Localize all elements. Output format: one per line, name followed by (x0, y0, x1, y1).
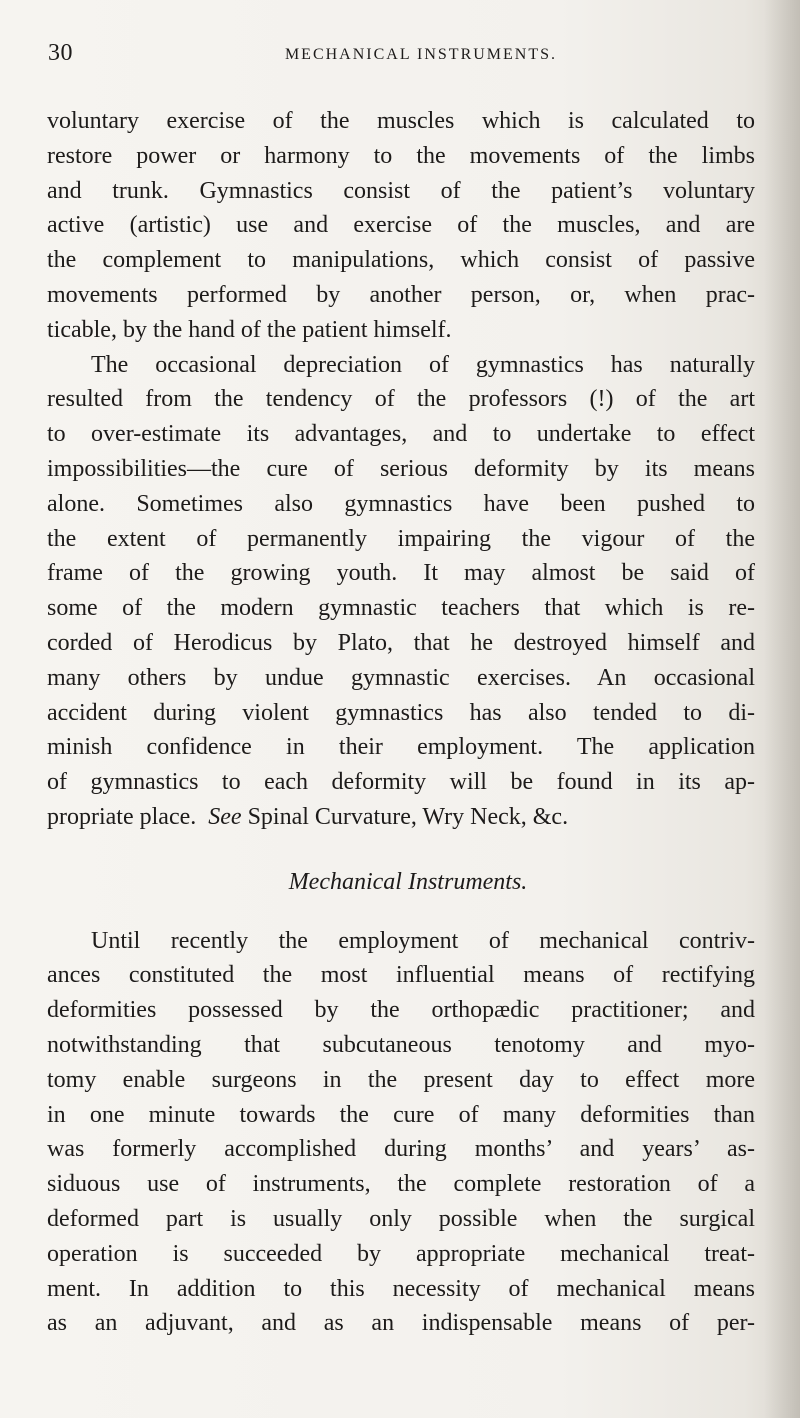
text-line: notwithstanding that subcutaneous tenotomy and myo- (47, 1031, 755, 1058)
text-line: voluntary exercise of the muscles which is calculated to (47, 108, 755, 134)
text-line: corded of Herodicus by Plato, that he destroyed himself and (47, 629, 755, 656)
text-line: resulted from the tendency of the professors (!) of the art (47, 386, 755, 413)
text-line: was formerly accomplished during months’ and years’ as- (47, 1136, 755, 1163)
page-header (48, 40, 754, 76)
text-line: the extent of permanently impairing the vigour of the (47, 525, 755, 552)
body-text (47, 104, 755, 1341)
text-line: some of the modern gymnastic teachers that which is re- (47, 595, 755, 622)
text-line: ances constituted the most influential means of rectifying (47, 962, 755, 989)
text-line: operation is succeeded by appropriate mechanical treat- (47, 1240, 755, 1267)
text-line: restore power or harmony to the movements of the limbs (47, 142, 755, 169)
text-line: in one minute towards the cure of many deformities than (47, 1101, 755, 1128)
see-reference: See (208, 803, 242, 830)
text-fragment: propriate place. (47, 803, 197, 830)
text-line: accident during violent gymnastics has also tended to di- (47, 699, 755, 726)
paragraph-mechanical-instruments (47, 924, 755, 1342)
text-line: The occasional depreciation of gymnastics has naturally (91, 351, 755, 378)
text-line: ticable, by the hand of the patient himself. (47, 316, 452, 343)
text-line: minish confidence in their employment. The application (47, 734, 755, 761)
text-line: alone. Sometimes also gymnastics have been pushed to (47, 490, 755, 517)
text-line: impossibilities—the cure of serious deformity by its means (47, 455, 755, 482)
text-line: many others by undue gymnastic exercises. An occasional (47, 664, 755, 691)
text-line: ment. In addition to this necessity of mechanical means (47, 1275, 755, 1302)
text-line: and trunk. Gymnastics consist of the patient’s voluntary (47, 177, 755, 204)
text-fragment: Spinal Curvature, Wry Neck, &c. (247, 803, 569, 830)
text-line: of gymnastics to each deformity will be found in its ap- (47, 769, 755, 796)
text-line: the complement to manipulations, which consist of passive (47, 247, 755, 274)
section-heading: Mechanical Instruments. (288, 868, 528, 895)
text-line: Until recently the employment of mechanical contriv- (91, 927, 755, 954)
text-line: active (artistic) use and exercise of the muscles, and are (47, 212, 755, 239)
paragraph-gymnastics-depreciation (47, 348, 755, 835)
text-line: movements performed by another person, or, when prac- (47, 281, 755, 308)
text-line: siduous use of instruments, the complete restoration of a (47, 1171, 755, 1198)
text-line: tomy enable surgeons in the present day to effect more (47, 1066, 755, 1093)
text-line: as an adjuvant, and as an indispensable means of per- (47, 1310, 755, 1337)
page-number: 30 (48, 40, 73, 66)
text-line: deformities possessed by the orthopædic practitioner; and (47, 997, 755, 1024)
text-line: frame of the growing youth. It may almost be said of (47, 560, 755, 587)
text-line: to over-estimate its advantages, and to undertake to effect (47, 421, 755, 448)
paragraph-gymnastics-definition (47, 104, 755, 348)
page-edge-shadow (764, 0, 800, 1418)
text-line: deformed part is usually only possible when the surgical (47, 1205, 755, 1232)
running-head: MECHANICAL INSTRUMENTS. (284, 46, 558, 63)
text-line-cross-reference (47, 800, 755, 835)
